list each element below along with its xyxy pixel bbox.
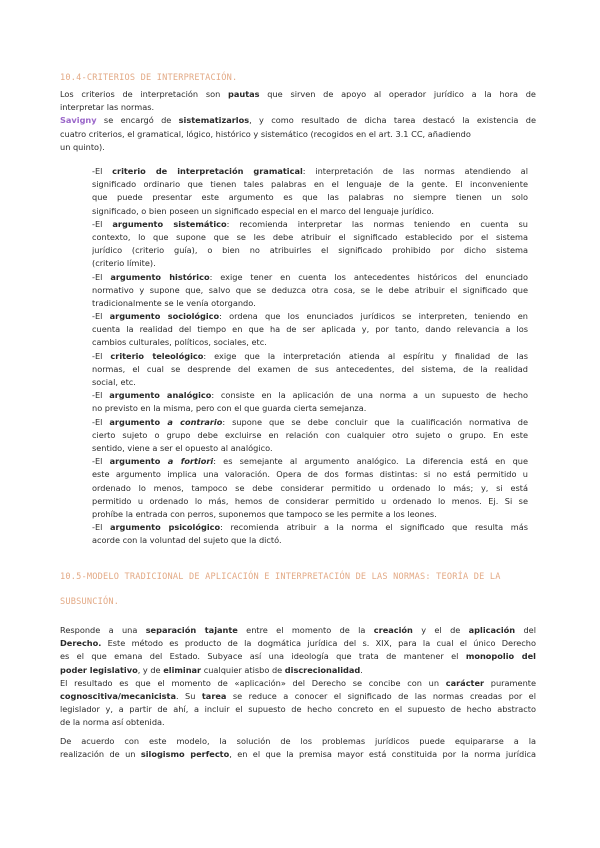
intro-paragraph: Los criterios de interpretación son pautas que sirven de apoyo al operador jurídico a la hora de interpretar las normas. Savigny se encargó de sistematizarlos, y como resultado de dicha tarea destacó la existencia de cuatro criterios, el gramatical, lógico, histórico y sistemático (recogidos en el art. 3.1 CC, añadiendo un quinto). bbox=[60, 89, 536, 152]
list-item: -El argumento a contrario: supone que se debe concluir que la cualificación normativa de bbox=[92, 416, 528, 427]
section-heading-subsuncion-cont: SUBSUNCIÓN. bbox=[60, 597, 120, 607]
list-item: -El argumento sociológico: ordena que los enunciados jurídicos se interpreten, teniendo en bbox=[92, 311, 528, 322]
section-heading-criterios: 10.4-CRITERIOS DE INTERPRETACIÓN. bbox=[60, 73, 238, 83]
list-item: -El argumento psicológico: recomienda atribuir a la norma el significado que resulta más bbox=[92, 522, 528, 533]
list-item: -El argumento a fortiori: es semejante al argumento analógico. La diferencia está en que bbox=[92, 456, 528, 467]
section-heading-subsuncion: 10.5-MODELO TRADICIONAL DE APLICACIÓN E INTERPRETACIÓN DE LAS NORMAS: TEORÍA DE LA bbox=[60, 572, 501, 582]
list-item: -El argumento histórico: exige tener en cuenta los antecedentes históricos del enunciado bbox=[92, 271, 528, 282]
savigny-name: Savigny bbox=[60, 115, 97, 126]
criteria-list: -El criterio de interpretación gramatical: interpretación de las normas atendiendo al significado ordinario que tienen tales palabras en el lenguaje de la gente. El inconveniente que puede presentar este argumento es que las palabras no siempre tienen un solo significado, o bien poseen un significado especial en el marco del lenguaje jurídico. -El argumento sistemático: recomienda interpretar las normas teniendo en cuenta su contexto, lo que supone que se les debe atribuir el significado establecido por el sistema jurídico (criterio guía), o bien no atribuirles el significado prohibido por dicho sistema (criterio límite). -El argumento histórico: exige tener en cuenta los antecedentes históricos del enunciado normativo y supone que, salvo que se deduzca otra cosa, se le debe atribuir el significado que tradicionalmente se le venía otorgando. -El argumento sociológico: ordena que los enunciados jurídicos se interpreten, teniendo en cuenta la realidad del tiempo en que ha de ser aplicada y, por tanto, dando relevancia a los cambios culturales, políticos, sociales, etc. -El criterio teleológico: exige que la interpretación atienda al espíritu y finalidad de las normas, el cual se desprende del examen de sus antecedentes, del sistema, de la realidad social, etc. -El argumento analógico: consiste en la aplicación de una norma a un supuesto de hecho no previsto en la misma, pero con el que guarda cierta semejanza. -El argumento a contrario: supone que se debe concluir que la cualificación normativa de cierto sujeto o grupo debe excluirse en relación con cualquier otro sujeto o grupo. En este sentido, viene a ser el opuesto al analógico. -El argumento a fortiori: es semejante al argumento analógico. La diferencia está en que este argumento implica una valoración. Opera de dos formas distintas: si no está permitido u ordenado lo menos, tampoco se debe considerar permitido u ordenado lo más; y, si está permitido u ordenado lo más, hemos de considerar permitido u ordenado lo menos. Ej. Si se prohíbe la entrada con perros, suponemos que tampoco se les permite a los leones. -El argumento psicológico: recomienda atribuir a la norma el significado que resulta más acorde con la voluntad del sujeto que la dictó. bbox=[92, 166, 528, 546]
list-item: -El criterio teleológico: exige que la interpretación atienda al espíritu y finalidad de las bbox=[92, 350, 528, 361]
list-item: -El criterio de interpretación gramatical: interpretación de las normas atendiendo al bbox=[92, 166, 528, 176]
list-item: -El argumento analógico: consiste en la aplicación de una norma a un supuesto de hecho bbox=[92, 390, 528, 401]
list-item: -El argumento sistemático: recomienda interpretar las normas teniendo en cuenta su bbox=[92, 218, 528, 229]
subsuncion-paragraph-2: De acuerdo con este modelo, la solución de los problemas jurídicos puede equipararse a la realización de un silogismo perfecto, en el que la premisa mayor está constituida por la norma jurídica bbox=[60, 736, 536, 760]
subsuncion-paragraph-1: Responde a una separación tajante entre el momento de la creación y el de aplicación del Derecho. Este método es producto de la dogmática jurídica del s. XIX, para la cual el único Derecho es el que emana del Estado. Subyace así una ideología que trata de mantener el monopolio del poder legislativo, y de eliminar cualquier atisbo de discrecionalidad. El resultado es que el momento de «aplicación» del Derecho se concibe con un carácter puramente cognoscitiva/mecanicista. Su tarea se reduce a conocer el significado de las normas creadas por el legislador y, a partir de ahí, a incluir el supuesto de hecho concreto en el supuesto de hecho abstracto de la norma así obtenida. bbox=[60, 625, 536, 728]
